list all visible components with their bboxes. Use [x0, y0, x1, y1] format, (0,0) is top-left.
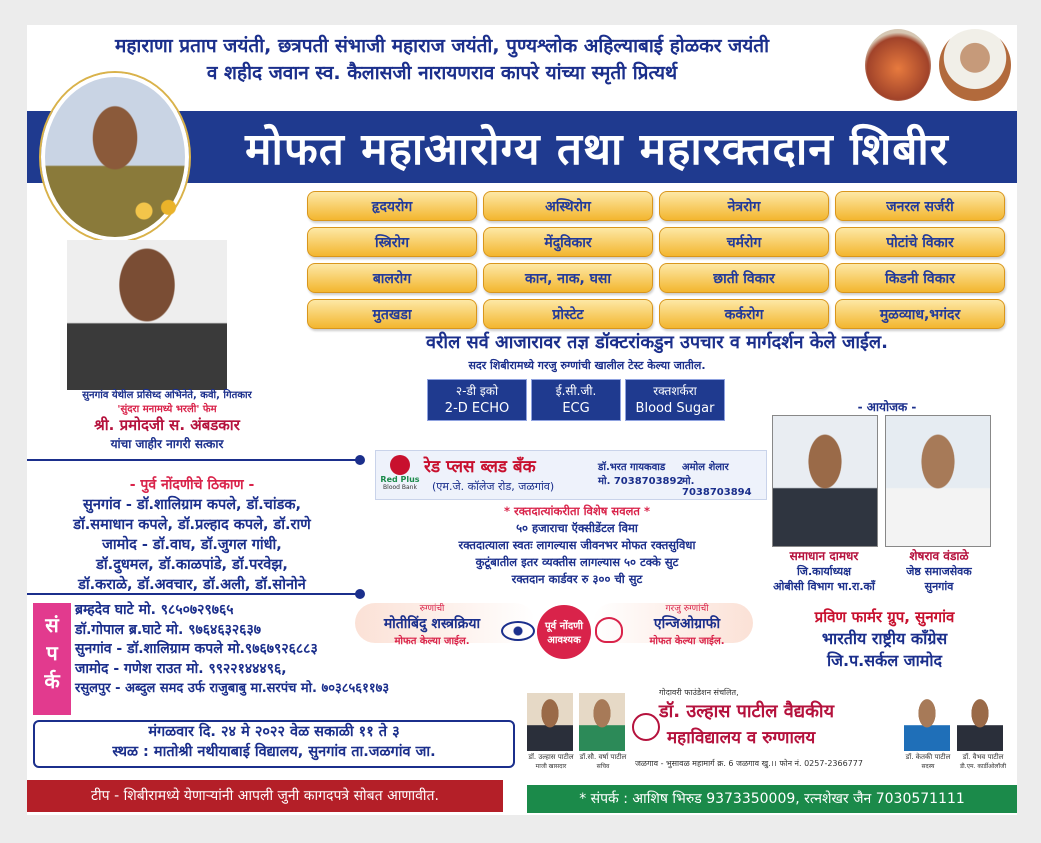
divider [27, 459, 361, 461]
disease-item: हृदयरोग [307, 191, 477, 221]
divider-dot-icon [355, 455, 365, 465]
contact-label-char: प [46, 641, 58, 665]
flower-decoration-icon [123, 193, 193, 229]
guest-name: श्री. प्रमोदजी स. अंबडकार [94, 416, 240, 434]
organizers-heading: - आयोजक - [857, 400, 917, 414]
angiography-text [621, 601, 753, 647]
logo-subtext: Blood Bank [383, 484, 417, 491]
badge-text: पूर्व नोंदणी आवश्यक [545, 621, 583, 646]
pill-small: रुग्णांची [419, 604, 445, 614]
disease-item: बालरोग [307, 263, 477, 293]
guest-photo [67, 240, 227, 390]
perk-line: रक्तदान कार्डवर रु ३०० ची सुट [511, 572, 643, 586]
place-line: स्थळ : मातोश्री नथीयाबाई विद्यालय, सुनगांव ता.जळगांव जा. [112, 744, 436, 760]
caption: माजी खासदार [535, 763, 567, 770]
organizer-1 [762, 547, 886, 594]
cataract-text [357, 601, 507, 647]
blood-bank-logo-icon [380, 455, 420, 495]
college-caption-2 [575, 753, 631, 770]
registration-line: जामोद - डॉ.वाघ, डॉ.जुगल गांधी, [102, 537, 282, 553]
logo-text: Red Plus [380, 475, 420, 484]
college-logo-icon [632, 713, 660, 741]
pill-big: मोतीबिंदु शस्त्रक्रिया [383, 616, 481, 632]
divider-dot-icon [355, 589, 365, 599]
guest-desc-2: 'सुंदरा मनामध्ये भरली' फेम [117, 404, 217, 415]
ganesh-image [865, 29, 931, 101]
page-title: मोफत महाआरोग्य तथा महारक्तदान शिबीर [245, 124, 949, 175]
organizer-name: शेषराव वंडाळे [909, 549, 969, 563]
poster [27, 25, 1017, 815]
test-echo [427, 379, 527, 421]
contact-label-char: सं [45, 613, 59, 637]
organizer-role: ओबीसी विभाग भा.रा.कॉं [773, 580, 875, 593]
disease-item: मुळव्याध,भगंदर [835, 299, 1005, 329]
bank-address: (एम.जे. कॉलेज रोड, जळगांव) [432, 480, 555, 493]
perks-heading: * रक्तदात्यांकरीता विशेष सवलत * [504, 504, 650, 518]
main-note: वरील सर्व आजारावर तज्ञ डॉक्टरांकडुन उपचार व मार्गदर्शन केले जाईल. [426, 332, 888, 353]
divider [27, 593, 361, 595]
contact-list [75, 601, 389, 699]
disease-item: कान, नाक, घसा [483, 263, 653, 293]
heart-icon [595, 617, 623, 643]
group-name: भारतीय राष्ट्रीय काँग्रेस [821, 629, 948, 648]
donor-perks [407, 503, 747, 588]
test-label: २-डी इको [455, 384, 499, 398]
contact-name: अमोल शेलार [682, 462, 729, 473]
caption: डॉ. वैभव पाटील [962, 753, 1004, 761]
disease-item: जनरल सर्जरी [835, 191, 1005, 221]
perk-line: ५० हजाराचा ऍक्सीडेंटल विमा [516, 521, 638, 535]
test-label-en: 2-D ECHO [444, 401, 510, 416]
caption: डॉ. उल्हास पाटील [528, 753, 574, 761]
blood-bank-box [375, 450, 767, 500]
test-label-en: Blood Sugar [635, 401, 715, 416]
date-line: मंगळवार दि. २४ मे २०२२ वेळ सकाळी ११ ते ३ [148, 724, 400, 740]
perk-line: रक्तदात्याला स्वतः लागल्यास जीवनभर मोफत रक्तसुविधा [458, 538, 696, 552]
test-label: ई.सी.जी. [555, 384, 597, 398]
organizer-2 [877, 547, 1001, 594]
disease-item: किडनी विकार [835, 263, 1005, 293]
college-caption-3 [900, 753, 956, 770]
registration-line: सुनगांव - डॉ.शालिग्राम कपले, डॉ.चांडक, [83, 497, 301, 513]
contact-name: डॉ.भरत गायकवाड [598, 462, 666, 473]
contact-line: डॉ.गोपाल ब्र.घाटे मो. ९७६४६३२६३७ [75, 621, 262, 638]
organizer-name: समाधान दामधर [789, 549, 859, 563]
disease-item: पोटांचे विकार [835, 227, 1005, 257]
contact-line: सुनगांव - डॉ.शालिग्राम कपले मो.९७६७९२६८८३ [75, 641, 318, 657]
organizer-groups [762, 607, 1007, 671]
group-name: जि.प.सर्कल जामोद [826, 651, 942, 670]
pre-registration-badge [537, 605, 591, 659]
bottom-contact-bar: * संपर्क : आशिष भिरुड 9373350009, रत्नशेखर जैन 7030571111 [527, 785, 1017, 813]
caption: सदस्य [921, 763, 935, 770]
guest-desc-1: सुनगांव येथील प्रसिध्द अभिनेते, कवी, गितकार [82, 390, 252, 401]
contact-phone: मो. 7038703892 [598, 476, 684, 487]
college-name-2: महाविद्यालय व रुग्णालय [667, 728, 816, 748]
test-label-en: ECG [562, 401, 590, 416]
disease-item: चर्मरोग [659, 227, 829, 257]
pill-tail: मोफत केल्या जाईल. [649, 636, 725, 647]
pill-small: गरजु रुग्णांची [665, 604, 709, 614]
college-photo-4 [957, 693, 1003, 751]
college-photo-1 [527, 693, 573, 751]
disease-item: स्त्रिरोग [307, 227, 477, 257]
guest-desc-3: यांचा जाहीर नागरी सत्कार [110, 437, 224, 451]
caption: डॉ. केतकी पाटील [905, 753, 951, 761]
college-caption-1 [523, 753, 579, 770]
college-small: गोदावरी फाउंडेशन संचलित, [659, 688, 739, 697]
organizer-role: जि.कार्याध्यक्ष [796, 565, 852, 578]
group-name: प्रविण फार्मर ग्रुप, सुनगांव [814, 608, 955, 626]
disease-item: छाती विकार [659, 263, 829, 293]
college-caption-4 [953, 753, 1013, 770]
organizer-photo-1 [772, 415, 878, 547]
college-address: जळगाव - भुसावळ महामार्ग क्र. 6 जळगाव खु.।। फोन नं. 0257-2366777 [635, 759, 863, 768]
registration-line: डॉ.समाधान कपले, डॉ.प्रल्हाद कपले, डॉ.राणे [73, 517, 311, 533]
disease-item: नेत्ररोग [659, 191, 829, 221]
sub-note: सदर शिबीरामध्ये गरजु रुग्णांची खालील टेस्ट केल्या जातील. [468, 359, 706, 372]
perk-line: कुटूंबातील इतर व्यक्तीस लागल्यास ५० टक्के सुट [475, 555, 679, 569]
contact-label [33, 603, 71, 715]
test-ecg [531, 379, 621, 421]
header-line-2: व शहीद जवान स्व. कैलासजी नारायणराव कापरे यांच्या स्मृती प्रित्यर्थ [206, 62, 678, 84]
college-name-1: डॉ. उल्हास पाटील वैद्यकीय [659, 701, 835, 722]
registration-section [27, 475, 357, 595]
pill-big: एन्जिओग्राफी [653, 616, 721, 632]
bank-contact-1 [598, 459, 683, 487]
header-line-1: महाराणा प्रताप जयंती, छत्रपती संभाजी महाराज जयंती, पुण्यश्लोक अहिल्याबाई होळकर जयंती [114, 35, 770, 57]
test-sugar [625, 379, 725, 421]
test-list [427, 379, 725, 421]
organizer-role: जेष्ठ समाजसेवक [906, 565, 972, 578]
date-place-box [33, 720, 515, 768]
disease-item: अस्थिरोग [483, 191, 653, 221]
eye-icon [501, 621, 535, 641]
disease-item: कर्करोग [659, 299, 829, 329]
contact-phone: मो. 7038703894 [682, 476, 752, 498]
bank-name: रेड प्लस ब्लड बँक [424, 457, 536, 477]
disease-item: मुतखडा [307, 299, 477, 329]
contact-label-char: र्क [44, 669, 60, 693]
pill-tail: मोफत केल्या जाईल. [394, 636, 470, 647]
guest-info [27, 387, 307, 452]
contact-line: रसुलपुर - अब्दुल समद उर्फ राजुबाबु मा.सरपंच मो. ७०३८५६११७३ [75, 681, 390, 696]
organizer-role: सुनगांव [924, 580, 954, 593]
disease-grid [307, 191, 1007, 329]
registration-heading: - पुर्व नोंदणीचे ठिकाण - [129, 477, 255, 493]
college-photo-3 [904, 693, 950, 751]
bank-contact-2 [682, 459, 766, 498]
caption: डी.एम. कार्डीओलॉजी [959, 763, 1007, 770]
organizer-photo-2 [885, 415, 991, 547]
contact-line: जामोद - गणेश राउत मो. ९९२२१४४४९६, [75, 660, 287, 677]
header-text [27, 33, 857, 87]
college-photo-2 [579, 693, 625, 751]
saint-photo [939, 29, 1011, 101]
registration-line: डॉ.कराळे, डॉ.अवचार, डॉ.अली, डॉ.सोनोने [78, 577, 306, 593]
test-label: रक्तशर्करा [653, 384, 697, 398]
contact-line: ब्रम्हदेव घाटे मो. ९८५०७२९७६५ [75, 602, 234, 618]
caption: डॉ.सौ. वर्षा पाटील [579, 753, 627, 761]
disease-item: प्रोस्टेट [483, 299, 653, 329]
tip-banner: टीप - शिबीरामध्ये येणाऱ्यांनी आपली जुनी कागदपत्रे सोबत आणावीत. [27, 780, 503, 812]
disease-item: मेंदुविकार [483, 227, 653, 257]
registration-line: डॉ.दुधमल, डॉ.काळपांडे, डॉ.परवेझ, [96, 557, 288, 573]
caption: सचिव [596, 763, 610, 770]
